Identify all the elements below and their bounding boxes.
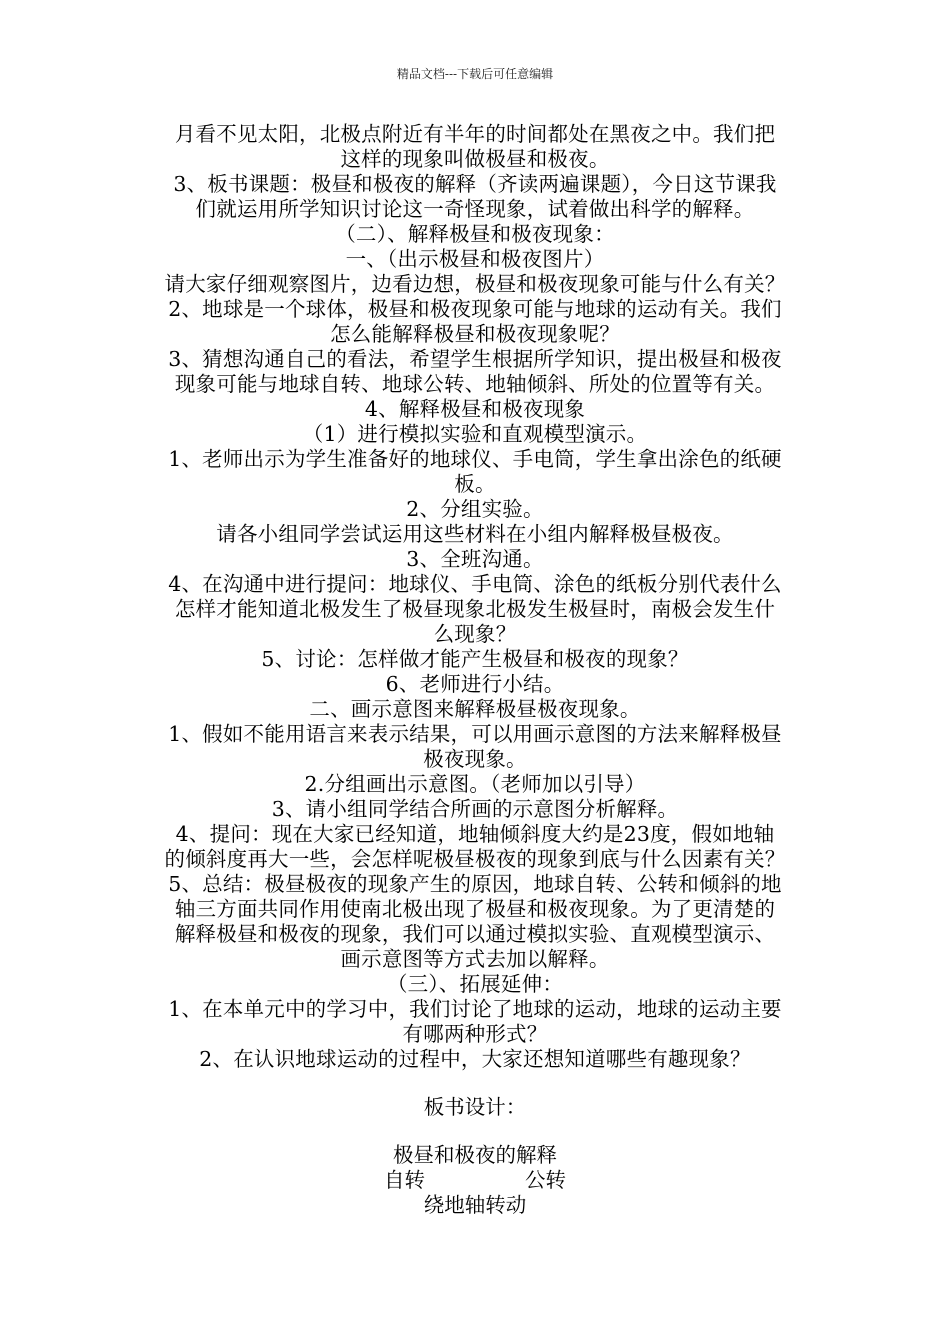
text-line: 怎样才能知道北极发生了极昼现象北极发生极昼时，南极会发生什 bbox=[174, 597, 776, 621]
board-rotation: 自转 bbox=[384, 1168, 425, 1192]
text-line: 有哪两种形式？ bbox=[402, 1022, 548, 1046]
board-motion-row bbox=[0, 1168, 950, 1193]
text-line: 解释极昼和极夜的现象，我们可以通过模拟实验、直观模型演示、 bbox=[174, 922, 776, 946]
text-line: 的倾斜度再大一些，会怎样呢极昼极夜的现象到底与什么因素有关？ bbox=[164, 847, 786, 871]
text-line: 4、解释极昼和极夜现象 bbox=[364, 397, 586, 421]
text-line: 2、地球是一个球体，极昼和极夜现象可能与地球的运动有关。我们 bbox=[168, 297, 782, 321]
text-line: 极夜现象。 bbox=[423, 747, 527, 771]
text-line: 请各小组同学尝试运用这些材料在小组内解释极昼极夜。 bbox=[216, 522, 734, 546]
text-line: 请大家仔细观察图片，边看边想，极昼和极夜现象可能与什么有关？ bbox=[164, 272, 786, 296]
document-body bbox=[140, 122, 810, 1072]
page-header: 精品文档---下载后可任意编辑 bbox=[396, 67, 554, 81]
board-design-label: 板书设计： bbox=[423, 1095, 527, 1119]
board-revolution: 公转 bbox=[525, 1168, 566, 1192]
text-line: 么现象？ bbox=[433, 622, 517, 646]
text-line: 2、在认识地球运动的过程中，大家还想知道哪些有趣现象？ bbox=[199, 1047, 751, 1071]
section-heading: 二、画示意图来解释极昼极夜现象。 bbox=[309, 697, 641, 721]
text-line: 3、全班沟通。 bbox=[406, 547, 544, 571]
text-line: 2.分组画出示意图。（老师加以引导） bbox=[304, 772, 646, 796]
text-line: 1、在本单元中的学习中，我们讨论了地球的运动，地球的运动主要 bbox=[168, 997, 782, 1021]
text-line: 一、（出示极昼和极夜图片） bbox=[345, 247, 605, 271]
text-line: 板。 bbox=[454, 472, 496, 496]
text-line: 现象可能与地球自转、地球公转、地轴倾斜、所处的位置等有关。 bbox=[174, 372, 776, 396]
text-line: 5、总结：极昼极夜的现象产生的原因，地球自转、公转和倾斜的地 bbox=[168, 872, 782, 896]
text-line: 5、讨论：怎样做才能产生极昼和极夜的现象？ bbox=[261, 647, 689, 671]
text-line: 6、老师进行小结。 bbox=[385, 672, 565, 696]
text-line: 3、请小组同学结合所画的示意图分析解释。 bbox=[271, 797, 679, 821]
text-line: 2、分组实验。 bbox=[406, 497, 544, 521]
text-line: 3、板书课题：极昼和极夜的解释（齐读两遍课题），今日这节课我 bbox=[173, 172, 777, 196]
text-line: 月看不见太阳，北极点附近有半年的时间都处在黑夜之中。我们把 bbox=[174, 122, 776, 146]
text-line: 1、老师出示为学生准备好的地球仪、手电筒，学生拿出涂色的纸硬 bbox=[168, 447, 782, 471]
text-line: 4、提问：现在大家已经知道，地轴倾斜度大约是23度，假如地轴 bbox=[175, 822, 775, 846]
section-heading: （二）、解释极昼和极夜现象： bbox=[335, 222, 615, 246]
board-axis: 绕地轴转动 bbox=[423, 1193, 527, 1217]
text-line: 画示意图等方式去加以解释。 bbox=[340, 947, 610, 971]
text-line: 轴三方面共同作用使南北极出现了极昼和极夜现象。为了更清楚的 bbox=[174, 897, 776, 921]
board-topic: 极昼和极夜的解释 bbox=[393, 1143, 557, 1167]
text-line: 们就运用所学知识讨论这一奇怪现象，试着做出科学的解释。 bbox=[195, 197, 755, 221]
text-line: 怎么能解释极昼和极夜现象呢？ bbox=[330, 322, 620, 346]
text-line: 这样的现象叫做极昼和极夜。 bbox=[340, 147, 610, 171]
text-line: 3、猜想沟通自己的看法，希望学生根据所学知识，提出极昼和极夜 bbox=[168, 347, 782, 371]
text-line: 4、在沟通中进行提问：地球仪、手电筒、涂色的纸板分别代表什么 bbox=[168, 572, 782, 596]
text-line: 1、假如不能用语言来表示结果，可以用画示意图的方法来解释极昼 bbox=[168, 722, 782, 746]
text-line: （1）进行模拟实验和直观模型演示。 bbox=[302, 422, 648, 446]
section-heading: （三）、拓展延伸： bbox=[386, 972, 564, 996]
